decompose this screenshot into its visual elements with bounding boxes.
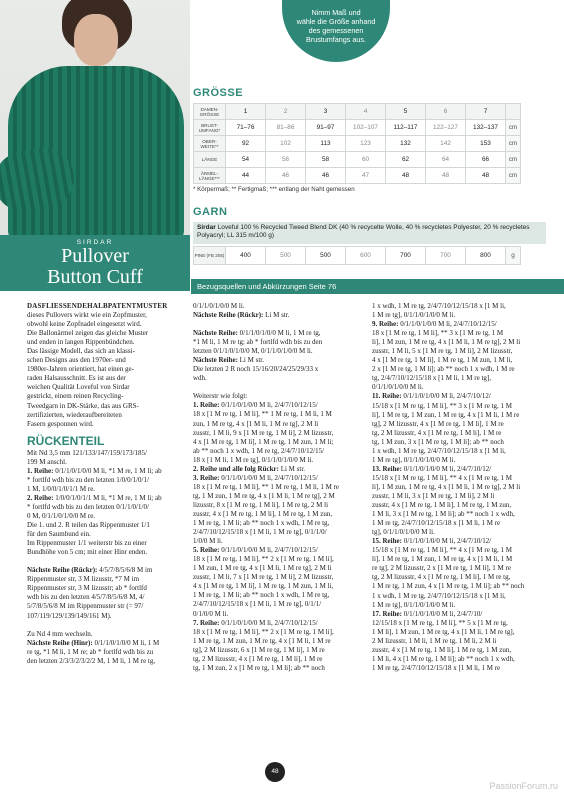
text-line: 0/1/0/0 M li.: [193, 609, 229, 618]
size-cell: 3: [306, 104, 346, 120]
text-line: 0/1/1/0/1/0/0 M li.: [372, 383, 424, 392]
text-line: tg, 1 M zun, 1 M re tg, 4 x [1 M li, 1 M re tg], 2 M: [193, 491, 335, 500]
value-cell: 64: [426, 152, 466, 168]
text-line: li], 1 M zun, 1 M re tg, 4 x [1 M li, 1 M re tg], 2 M li: [372, 482, 521, 491]
row-instruction-text: 0/1/1/0/1/0/0 M li, 1 M: [92, 638, 160, 647]
column-3: [372, 302, 524, 673]
yarn-amount-cell: 700: [426, 247, 466, 265]
text-line: lizusstr, 8 x [1 M re tg, 1 M li], 1 M re tg, 2 M li: [193, 500, 329, 509]
value-cell: 142: [426, 136, 466, 152]
text-line: [372, 465, 524, 474]
row-instruction-text: Li M str.: [278, 464, 306, 473]
text-line: Zu Nd 4 mm wechseln.: [27, 629, 93, 638]
text-line: zusstr, 1 M li, 7 x [1 M re tg, 1 M li], 2 M lizusstr,: [193, 573, 334, 582]
intro-line: Die Ballonärmel zeigen das gleiche Muster: [27, 329, 149, 338]
text-line: 18 x [1 M re tg, 1 M li], ** 2 x [1 M re tg, 1 M li],: [193, 555, 334, 564]
intro-line: gestrickt, einem reinen Recycling-: [27, 392, 124, 401]
text-line: [193, 401, 339, 410]
text-line: * fortlfd wdh bis zu den letzten 1/0/0/1/0/1/: [27, 475, 149, 484]
text-line: [27, 566, 168, 575]
value-cell: 44: [226, 168, 266, 184]
row-label: BRUST-UMFANG*: [194, 120, 226, 136]
row-label: OBER-WEITE**: [194, 136, 226, 152]
text-line: 15/18 x [1 M re tg, 1 M li], ** 4 x [1 M re tg, 1 M: [372, 546, 512, 555]
column-2: [193, 302, 339, 673]
yarn-amount-cell: 800: [466, 247, 506, 265]
text-line: zusstr, 1 M li, 9 x [1 M re tg, 1 M li], 2 M lizusstr,: [193, 428, 334, 437]
row-instruction-label: Nächste Reihe (Rückr):: [193, 311, 264, 320]
row-instruction-text: Li M str.: [237, 356, 264, 365]
text-line: zusstr, 1 M li, 5 x [1 M re tg, 1 M li], 2 M lizusstr,: [372, 347, 513, 356]
text-line: 1 M re tg, 1 M zun, 1 M re tg, 4 x [1 M li, 1 M re: [193, 636, 331, 645]
text-line: tg], 2 M lizusstr, 6 x [1 M re tg, 1 M li], 1 M re: [193, 645, 325, 654]
value-cell: 132–137: [466, 120, 506, 136]
value-cell: 153: [466, 136, 506, 152]
badge-line: Nimm Maß und: [311, 8, 361, 17]
table-row: [194, 120, 521, 136]
row-instruction-text: Li M str.: [263, 311, 290, 320]
intro-line: Fasern gesponnen wird.: [27, 419, 94, 428]
text-line: 1 M re tg, 2/4/7/10/12/15/18 x [1 M li, 1 M re: [372, 519, 501, 528]
row-instruction-text: 0/1/1/0/1/0/0 M li, 2/4/7/10/12/: [401, 392, 491, 401]
size-cell: 7: [466, 104, 506, 120]
text-line: Im Rippenmuster 1/1 weiterstr bis zu einer: [27, 539, 147, 548]
yarn-color-label: PINE (FB 205): [194, 247, 226, 265]
text-line: 1 M li, 3 x [1 M re tg, 1 M li]; ab ** noch 1 x wdh,: [372, 510, 515, 519]
row-instruction-text: 0/1/1/0/1/0/0 M li, 2/4/7/10/12/15/: [219, 618, 318, 627]
row-instruction-label: Nächste Reihe:: [193, 356, 238, 365]
text-line: [193, 311, 339, 320]
text-line: li], 1 M zun, 1 M re tg, 4 x [1 M li, 1 M re tg], 2 M li: [372, 338, 521, 347]
row-instruction-label: 1. Reihe:: [193, 401, 220, 410]
value-cell: 47: [346, 168, 386, 184]
unit-cell: cm: [506, 120, 521, 136]
row-instruction-label: 2. Reihe und alle folg Rückr:: [193, 464, 279, 473]
yarn-text: Loveful 100 % Recycled Tweed Blend DK (40 % recycelte Wolle, 40 % recycletes Polyester, 20 % recycletes Polyacryl; LL 315 m/100 g): [197, 224, 530, 239]
size-cell: 2: [266, 104, 306, 120]
text-line: li], 1 M re tg, 1 M zun, 1 M re tg, 4 x [1 M li, 1 M: [372, 555, 513, 564]
text-line: [372, 537, 524, 546]
column-1: [27, 302, 168, 666]
yarn-amount-cell: 500: [306, 247, 346, 265]
value-cell: 48: [386, 168, 426, 184]
row-label: DAMEN-GRÖSSE: [194, 104, 226, 120]
text-line: 1 x wdh, 1 M re tg, 2/4/7/10/12/15/18 x [1 M li,: [372, 446, 506, 455]
text-line: 18 x [1 M re tg, 1 M li], ** 3 x [1 M re tg, 1 M: [372, 329, 504, 338]
text-line: Rippenmuster str, 3 M lizusstr, *7 M im: [27, 575, 140, 584]
text-line: letzten 0/1/1/0/1/0/0 M, 0/1/1/0/1/0/0 M li.: [193, 347, 313, 356]
text-line: 18 x [1 M re tg, 1 M li], ** 1 M re tg, 1 M li, 1 M: [193, 410, 332, 419]
paragraph-gap: [27, 557, 168, 566]
value-cell: 58: [306, 152, 346, 168]
text-line: li], 1 M re tg, 1 M zun, 1 M re tg, 4 x [1 M li, 1 M re: [372, 410, 520, 419]
text-line: 1 M re tg], 0/1/1/0/1/0/0 M li.: [372, 455, 456, 464]
text-line: 199 M anschl.: [27, 457, 67, 466]
yarn-amount-cell: 600: [346, 247, 386, 265]
row-instruction-label: 15. Reihe:: [372, 537, 402, 546]
text-line: 1 M re tg, 1 M zun, 4 x [1 M re tg, 1 M li]; ab ** noch: [372, 582, 525, 591]
value-cell: 102–107: [346, 120, 386, 136]
row-instruction-label: 2. Reihe:: [27, 493, 54, 502]
text-line: tg, 1 M zun, 2 x [1 M re tg, 1 M li]; ab ** noch: [193, 663, 325, 672]
row-instruction-label: 3. Reihe:: [193, 473, 220, 482]
watermark: PassionForum.ru: [489, 781, 558, 791]
text-line: 1 M re tg], 0/1/1/0/1/0/0 M li.: [372, 311, 456, 320]
text-line: 18 x [1 M re tg, 1 M li], ** 1 M re tg, 1 M li, 1 M re: [193, 482, 340, 491]
row-instruction-label: Nächste Reihe:: [193, 329, 238, 338]
row-instruction-label: 1. Reihe:: [27, 466, 54, 475]
row-instruction-text: 0/1/1/0/1/0/0 M li, 2/4/7/10/12/15/: [398, 320, 497, 329]
model-face: [74, 14, 118, 66]
yarn-amount-cell: 500: [266, 247, 306, 265]
intro-line: DASFLIESSENDEHALBPATENTMUSTER: [27, 302, 168, 310]
page-number: 48: [265, 762, 285, 782]
intro-line: raden Halsausschnitt. Es ist aus der: [27, 374, 126, 383]
value-cell: 92: [226, 136, 266, 152]
value-cell: 46: [306, 168, 346, 184]
text-line: [193, 465, 339, 474]
row-instruction-text: 0/1/1/0/1/0/0 M li, 2/4/7/10/12/15/: [219, 401, 318, 410]
size-table: [193, 103, 521, 184]
row-instruction-text: 0/1/1/0/1/0/0 M li, 2/4/7/10/12/: [401, 537, 492, 546]
garn-heading: GARN: [193, 206, 228, 218]
text-line: re tg, *1 M li, 1 M re; ab * fortlfd wdh bis zu: [27, 647, 154, 656]
text-line: [372, 610, 524, 619]
badge-line: Brustumfangs aus.: [306, 35, 366, 44]
paragraph-gap: [193, 383, 339, 392]
yarn-amount-cell: 700: [386, 247, 426, 265]
yarn-amount-cell: 400: [226, 247, 266, 265]
text-line: 1 M li, 4 x [1 M re tg, 1 M li]; ab ** noch 1 x wdh,: [372, 654, 515, 663]
table-row: [194, 152, 521, 168]
text-line: Mit Nd 3,5 mm 121/133/147/159/173/185/: [27, 448, 147, 457]
size-footnote: * Körpermaß; ** Fertigmaß; *** entlang der Naht gemessen: [193, 186, 355, 193]
text-line: 15/18 x [1 M re tg, 1 M li], ** 4 x [1 M re tg, 1 M: [372, 473, 512, 482]
value-cell: 60: [346, 152, 386, 168]
groesse-heading: GRÖSSE: [193, 87, 244, 99]
value-cell: 122–127: [426, 120, 466, 136]
row-instruction-text: 0/1/1/0/1/0/0 M li, *1 M re, 1 M li; ab: [53, 466, 162, 475]
value-cell: 132: [386, 136, 426, 152]
row-instruction-text: 0/1/1/0/1/0/0 M li, 2/4/7/10/12/15/: [219, 546, 318, 555]
row-instruction-text: 0/1/1/0/1/0/0 M li, 2/4/7/10/: [401, 609, 483, 618]
text-line: zusstr, 4 x [1 M re tg, 1 M li], 1 M re tg, 1 M zun,: [372, 501, 512, 510]
text-line: für den Saumbund ein.: [27, 530, 91, 539]
text-line: zusstr, 1 M li, 3 x [1 M re tg, 1 M li], 2 M li: [372, 491, 495, 500]
text-line: 4 x [1 M re tg, 1 M li], 1 M re tg, 1 M zun, 1 M li,: [193, 582, 334, 591]
value-cell: 56: [266, 152, 306, 168]
row-instruction-text: 0/1/1/0/1/0/0 M li, 2/4/7/10/12/15/: [219, 473, 318, 482]
text-line: Die 1. und 2. R teilen das Rippenmuster 1/1: [27, 521, 150, 530]
yarn-table: [193, 246, 521, 265]
paragraph-gap: [193, 320, 339, 329]
value-cell: 54: [226, 152, 266, 168]
text-line: 2 x [1 M re tg, 1 M li]; ab ** noch 1 x wdh, 1 M re: [372, 365, 515, 374]
text-line: * fortlfd wdh bis zu den letzten 0/1/1/0/1/0/: [27, 502, 149, 511]
text-line: 12/15/18 x [1 M re tg, 1 M li], ** 5 x [1 M re tg,: [372, 618, 508, 627]
text-line: [27, 494, 168, 503]
section-heading-rueckenteil: RÜCKENTEIL: [27, 433, 105, 448]
text-line: [372, 392, 524, 401]
text-line: [193, 619, 339, 628]
text-line: wdh.: [193, 374, 207, 383]
text-line: 4 x [1 M re tg, 1 M li], 1 M re tg, 1 M zun, 1 M li;: [193, 437, 334, 446]
size-cell: 1: [226, 104, 266, 120]
row-instruction-label: 17. Reihe:: [372, 609, 402, 618]
text-line: zun, 1 M re tg, 4 x [1 M li, 1 M re tg], 2 M li: [193, 419, 319, 428]
badge-line: des gemessenen: [308, 26, 364, 35]
value-cell: 91–97: [306, 120, 346, 136]
row-instruction-label: 5. Reihe:: [193, 546, 220, 555]
row-instruction-label: 7. Reihe:: [193, 618, 220, 627]
value-cell: 123: [346, 136, 386, 152]
yarn-description: [193, 222, 546, 244]
text-line: Weiterstr wie folgt:: [193, 392, 248, 401]
text-line: [27, 639, 168, 648]
badge-line: wähle die Größe anhand: [296, 17, 376, 26]
text-line: 0/1/1/0/1/0/0 M li.: [193, 302, 245, 310]
value-cell: 71–76: [226, 120, 266, 136]
text-line: 1 M re tg, 1 M li; ab ** noch 1 x wdh, 1 M re tg,: [193, 591, 330, 600]
text-line: [193, 356, 339, 365]
text-line: ab ** noch 1 x wdh, 1 M re tg, 2/4/7/10/12/15/: [193, 446, 325, 455]
unit-cell: cm: [506, 168, 521, 184]
text-line: 1 x wdh, 1 M re tg, 2/4/7/10/12/15/18 x [1 M li,: [372, 302, 506, 310]
text-line: 18 x [1 M li, 1 M re tg], 0/1/1/0/1/0/0 M li.: [193, 455, 314, 464]
unit-cell: g: [506, 247, 521, 265]
row-instruction-label: 13. Reihe:: [372, 464, 402, 473]
text-line: 1/0/0 M li.: [193, 537, 223, 546]
text-line: [193, 474, 339, 483]
intro-line: Tweedgarn in DK-Stärke, das aus GRS-: [27, 401, 139, 410]
row-instruction-text: 0/1/1/0/1/0/0 M li, 2/4/7/10/12/: [401, 464, 492, 473]
row-instruction-label: 9. Reihe:: [372, 320, 399, 329]
text-line: 1 M, 1/0/0/1/0/1/1 M re.: [27, 484, 96, 493]
row-instruction-label: Nächste Reihe (Hinr):: [27, 638, 93, 647]
text-line: Rippenmuster str, 3 M lizusstr; ab * fortlfd: [27, 584, 147, 593]
unit-cell: [506, 104, 521, 120]
yarn-brand: Sirdar: [197, 224, 216, 231]
text-line: 107/119/129/139/149/161 M).: [27, 611, 112, 620]
row-instruction-text: 4/5/7/8/5/6/8 M im: [97, 566, 153, 575]
value-cell: 113: [306, 136, 346, 152]
text-line: tg], 2 M lizusstr, 4 x [1 M re tg, 1 M li], 1 M re: [372, 419, 504, 428]
table-row: [194, 104, 521, 120]
value-cell: 62: [386, 152, 426, 168]
text-line: tg], 0/1/1/0/1/0/0 M li.: [372, 528, 435, 537]
text-line: re tg], 2 M lizusstr, 2 x [1 M re tg, 1 M li], 1 M re: [372, 564, 511, 573]
text-line: [193, 546, 339, 555]
text-line: 15/18 x [1 M re tg, 1 M li], ** 3 x [1 M re tg, 1 M: [372, 401, 512, 410]
text-line: 5/7/8/5/6/8 M im Rippenmuster str (= 97/: [27, 602, 144, 611]
pattern-title-line1: Pullover: [61, 245, 129, 267]
intro-line: obwohl keine Zopfnadel eingesetzt wird.: [27, 320, 142, 329]
text-line: [193, 329, 339, 338]
table-row: [194, 247, 521, 265]
text-line: Die letzten 2 R noch 15/16/20/24/25/29/33 x: [193, 365, 319, 374]
value-cell: 102: [266, 136, 306, 152]
intro-line: Das lässige Modell, das sich an klassi-: [27, 347, 135, 356]
row-instruction-label: Nächste Reihe (Rückr):: [27, 566, 98, 575]
text-line: den letzten 2/3/3/2/3/2/2 M, 1 M li, 1 M re tg,: [27, 656, 156, 665]
unit-cell: cm: [506, 152, 521, 168]
text-line: tg, 2/4/7/10/12/15/18 x [1 M li, 1 M re tg],: [372, 374, 491, 383]
value-cell: 81–86: [266, 120, 306, 136]
brand-label: SIRDAR: [76, 239, 114, 246]
model-photo: [0, 0, 190, 235]
text-line: zusstr, 4 x [1 M re tg, 1 M li], 1 M re tg, 1 M zun,: [372, 645, 512, 654]
title-box: [0, 235, 190, 291]
text-line: 1 M re tg, 2/4/7/10/12/15/18 x [1 M li, 1 M re: [372, 663, 501, 672]
pattern-title-line2: Button Cuff: [47, 266, 143, 288]
text-line: 2/4/7/10/12/15/18 x [1 M li, 1 M re tg], 0/1/1/: [193, 600, 322, 609]
text-line: [372, 320, 524, 329]
table-row: [194, 168, 521, 184]
text-line: wdh bis zu den letzten 4/5/7/8/5/6/8 M, 4/: [27, 593, 145, 602]
row-instruction-text: 1/0/0/1/0/1/1 M li, *1 M re, 1 M li; ab: [53, 493, 162, 502]
intro-line: 1980er-Jahren orientiert, hat einen ge-: [27, 365, 134, 374]
text-line: 1 M zun, 1 M re tg, 4 x [1 M li, 1 M re tg], 2 M li: [193, 564, 332, 573]
size-cell: 5: [386, 104, 426, 120]
unit-cell: cm: [506, 136, 521, 152]
text-line: 4 x [1 M re tg, 1 M li], 1 M re tg, 1 M zun, 1 M li,: [372, 356, 513, 365]
sources-banner: Bezugsquellen und Abkürzungen Seite 76: [191, 279, 564, 294]
row-instruction-text: 0/1/1/0/1/0/0 M li, 1 M re tg,: [237, 329, 321, 338]
intro-line: dieses Pullovers wirkt wie ein Zopfmuster,: [27, 311, 147, 320]
size-cell: 6: [426, 104, 466, 120]
paragraph-gap: [27, 621, 168, 630]
text-line: 1 M re tg, 1 M li; ab ** noch 1 x wdh, 1 M re tg,: [193, 519, 330, 528]
value-cell: 48: [466, 168, 506, 184]
row-label: ÄRMEL-LÄNGE***: [194, 168, 226, 184]
text-line: 0 M, 0/1/1/0/1/0/0 M re.: [27, 512, 96, 521]
value-cell: 46: [266, 168, 306, 184]
text-line: tg, 1 M zun, 3 x [1 M re tg, 1 M li]; ab ** noch: [372, 437, 504, 446]
text-line: [27, 467, 168, 476]
intro-line: und enden in langen Rippenbündchen.: [27, 338, 135, 347]
text-line: 2 M lizusstr, 1 M li, 1 M re tg, 1 M li, 2 M li: [372, 636, 497, 645]
text-line: *1 M li, 1 M re tg; ab * fortlfd wdh bis zu den: [193, 338, 323, 347]
intro-line: zertifizierten, wiederaufbereiteten: [27, 410, 122, 419]
text-line: tg, 2 M lizusstr, 4 x [1 M re tg, 1 M li], 1 M re tg,: [372, 573, 511, 582]
text-line: tg, 2 M lizusstr, 4 x [1 M re tg, 1 M li], 1 M re: [372, 428, 502, 437]
intro-line: weichen Qualität Loveful von Sirdar: [27, 383, 130, 392]
value-cell: 48: [426, 168, 466, 184]
text-line: tg, 2 M lizusstr, 4 x [1 M re tg, 1 M li], 1 M re: [193, 654, 323, 663]
table-row: [194, 136, 521, 152]
row-instruction-label: 11. Reihe:: [372, 392, 402, 401]
row-label: LÄNGE: [194, 152, 226, 168]
text-line: 1 M li], 1 M zun, 1 M re tg, 4 x [1 M li, 1 M re tg],: [372, 627, 515, 636]
text-line: 1 M re tg], 0/1/1/0/1/0/0 M li.: [372, 600, 456, 609]
value-cell: 66: [466, 152, 506, 168]
text-line: 1 x wdh, 1 M re tg, 2/4/7/10/12/15/18 x [1 M li,: [372, 591, 506, 600]
value-cell: 112–117: [386, 120, 426, 136]
text-line: Bundhöhe von 5 cm; mit einer Hinr enden.: [27, 548, 148, 557]
measure-badge: [282, 0, 390, 62]
text-line: zusstr, 4 x [1 M re tg, 1 M li], 1 M re tg, 1 M zun,: [193, 509, 333, 518]
intro-line: schen Designs aus den 1970er- und: [27, 356, 126, 365]
size-cell: 4: [346, 104, 386, 120]
text-line: 2/4/7/10/12/15/18 x [1 M li, 1 M re tg], 0/1/1/0/: [193, 528, 327, 537]
text-line: 18 x [1 M re tg, 1 M li], ** 2 x [1 M re tg, 1 M li],: [193, 627, 334, 636]
